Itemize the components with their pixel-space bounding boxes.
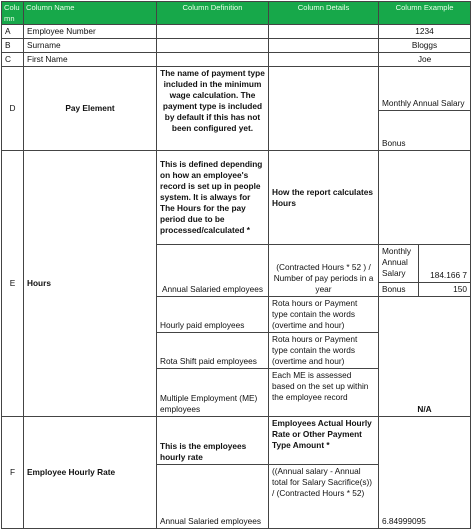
header-column-example: Column Example — [379, 2, 471, 25]
row-a-definition — [157, 25, 269, 39]
header-column-name: Column Name — [24, 2, 157, 25]
row-a-column: A — [2, 25, 24, 39]
row-e-sub3-details: Rota hours or Payment type contain the words (overtime and hour) — [269, 333, 379, 369]
row-b-details — [269, 39, 379, 53]
row-d-definition: The name of payment type included in the minimum wage calculation. The payment type is included by default if this has not been configured yet. — [157, 67, 269, 151]
row-d-example-top: Monthly Annual Salary — [379, 67, 471, 111]
row-e-sub1-details: (Contracted Hours * 52 ) / Number of pay periods in a year — [269, 245, 379, 297]
row-f-name: Employee Hourly Rate — [24, 417, 157, 529]
row-f-example: 6.84999095 — [379, 417, 471, 529]
row-d-column: D — [2, 67, 24, 151]
row-e-sub2-definition: Hourly paid employees — [157, 297, 269, 333]
row-a-name: Employee Number — [24, 25, 157, 39]
row-b-column: B — [2, 39, 24, 53]
row-c-definition — [157, 53, 269, 67]
row-a-example: 1234 — [379, 25, 471, 39]
row-e-example-value-2: 150 — [419, 283, 471, 297]
row-f-sub-details: ((Annual salary - Annual total for Salary Sacrifice(s)) / (Contracted Hours * 52) — [269, 465, 379, 529]
row-f-definition: This is the employees hourly rate — [157, 417, 269, 465]
row-d-details — [269, 67, 379, 151]
row-a-details — [269, 25, 379, 39]
row-e-example-na: N/A — [379, 297, 471, 417]
row-f-details: Employees Actual Hourly Rate or Other Payment Type Amount * — [269, 417, 379, 465]
table-row-b — [2, 39, 471, 53]
row-e-sub1-definition: Annual Salaried employees — [157, 245, 269, 297]
table-row-e — [2, 151, 471, 245]
row-e-sub3-definition: Rota Shift paid employees — [157, 333, 269, 369]
row-e-sub4-definition: Multiple Employment (ME) employees — [157, 369, 269, 417]
row-e-sub2-details: Rota hours or Payment type contain the words (overtime and hour) — [269, 297, 379, 333]
table-row-d — [2, 67, 471, 111]
row-e-example-label-1: Monthly Annual Salary — [379, 245, 419, 283]
table-row-f — [2, 417, 471, 465]
header-column: Column — [2, 2, 24, 25]
row-e-details: How the report calculates Hours — [269, 151, 379, 245]
header-column-details: Column Details — [269, 2, 379, 25]
row-e-name: Hours — [24, 151, 157, 417]
row-c-column: C — [2, 53, 24, 67]
row-f-sub-definition: Annual Salaried employees — [157, 465, 269, 529]
header-row — [2, 2, 471, 25]
row-c-name: First Name — [24, 53, 157, 67]
row-e-definition: This is defined depending on how an employee's record is set up in people system. It is always for The Hours for the pay period due to be processed/calculated * — [157, 151, 269, 245]
row-e-example-value-1: 184.166 7 — [419, 245, 471, 283]
column-definitions-table — [1, 1, 471, 529]
table-row-a — [2, 25, 471, 39]
header-column-definition: Column Definition — [157, 2, 269, 25]
row-e-example-blank — [379, 151, 471, 245]
row-e-column: E — [2, 151, 24, 417]
row-e-sub4-details: Each ME is assessed based on the set up within the employee record — [269, 369, 379, 417]
row-d-name: Pay Element — [24, 67, 157, 151]
row-e-example-label-2: Bonus — [379, 283, 419, 297]
row-d-example-bottom: Bonus — [379, 111, 471, 151]
row-b-definition — [157, 39, 269, 53]
row-f-column: F — [2, 417, 24, 529]
table-row-c — [2, 53, 471, 67]
row-b-name: Surname — [24, 39, 157, 53]
row-b-example: Bloggs — [379, 39, 471, 53]
row-c-example: Joe — [379, 53, 471, 67]
row-c-details — [269, 53, 379, 67]
